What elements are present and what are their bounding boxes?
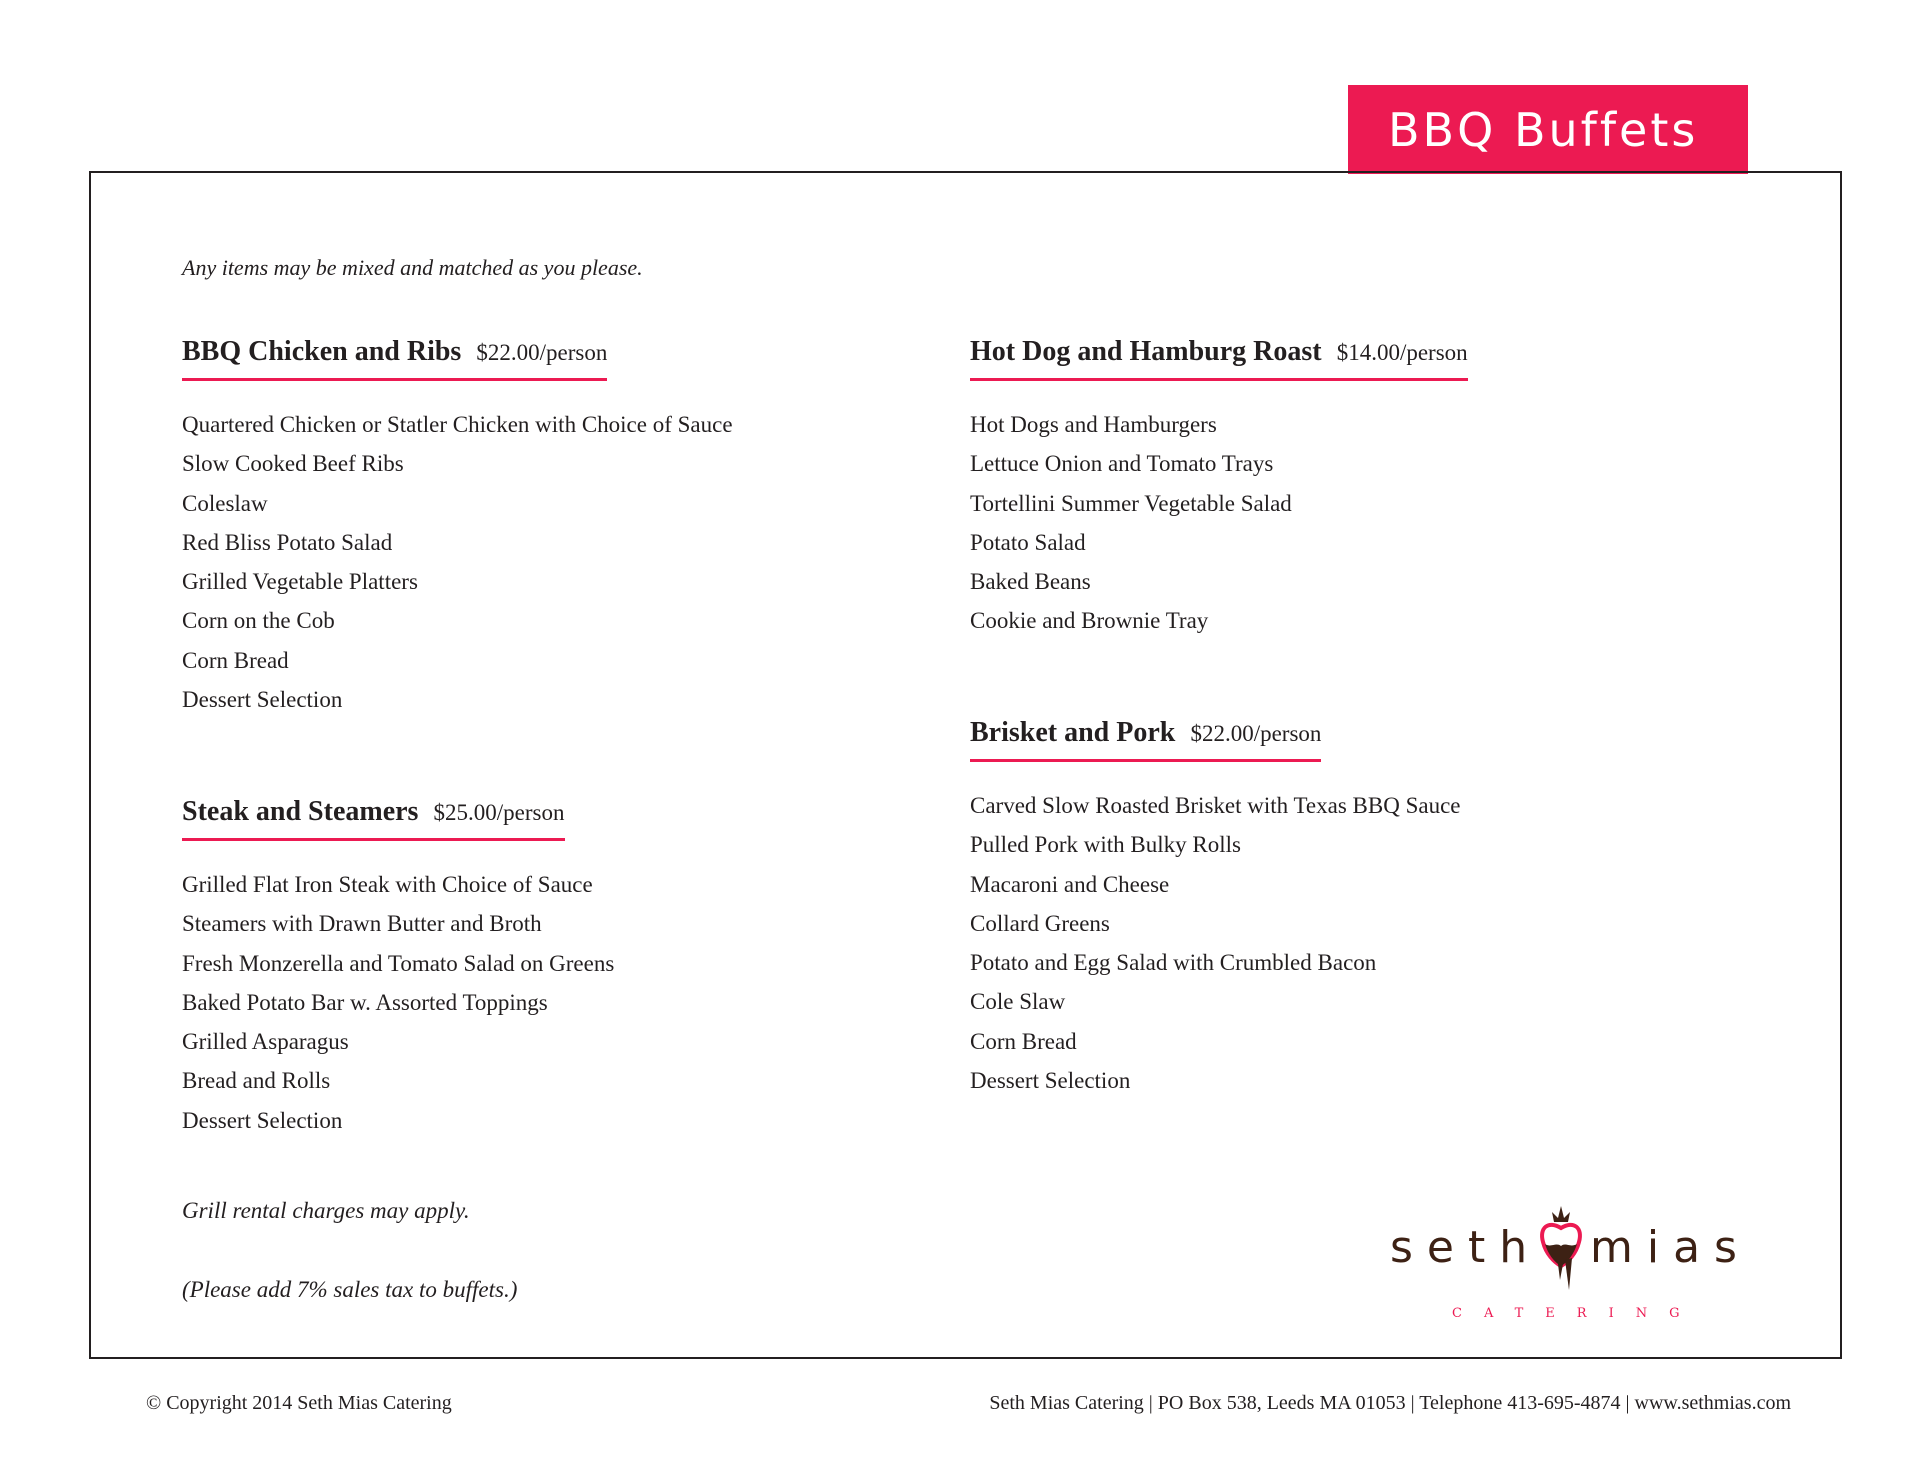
section-brisket-pork: [970, 717, 1461, 1100]
item-list: [182, 405, 733, 719]
list-item: Steamers with Drawn Butter and Broth: [182, 911, 542, 937]
list-item: Dessert Selection: [970, 1068, 1131, 1094]
grill-note: Grill rental charges may apply.: [182, 1198, 470, 1223]
list-item: Red Bliss Potato Salad: [182, 529, 393, 555]
list-item: Carved Slow Roasted Brisket with Texas BBQ Sauce: [970, 793, 1461, 818]
list-item: Macaroni and Cheese: [970, 871, 1170, 897]
list-item: Coleslaw: [182, 490, 268, 516]
section-header: [182, 796, 565, 841]
logo-word-right: mias: [1590, 1222, 1751, 1273]
footer-copyright: © Copyright 2014 Seth Mias Catering: [146, 1392, 452, 1414]
footer-contact: Seth Mias Catering | PO Box 538, Leeds MA 01053 | Telephone 413-695-4874 | www.sethmias.com: [989, 1392, 1791, 1414]
list-item: Dessert Selection: [182, 1107, 343, 1133]
logo-subtitle: CATERING: [1452, 1306, 1702, 1321]
list-item: Baked Beans: [970, 569, 1091, 595]
list-item: Collard Greens: [970, 910, 1110, 936]
company-logo: [1390, 1200, 1752, 1325]
intro-note: Any items may be mixed and matched as you please.: [182, 255, 643, 280]
section-hot-dog-hamburg: [970, 336, 1468, 641]
logo-word-left: seth: [1390, 1222, 1542, 1273]
list-item: Hot Dogs and Hamburgers: [970, 412, 1217, 437]
item-list: [970, 405, 1468, 641]
list-item: Grilled Asparagus: [182, 1029, 349, 1055]
list-item: Grilled Flat Iron Steak with Choice of Sauce: [182, 872, 593, 897]
list-item: Corn Bread: [970, 1028, 1077, 1054]
list-item: Pulled Pork with Bulky Rolls: [970, 832, 1241, 858]
list-item: Corn on the Cob: [182, 608, 335, 634]
list-item: Cookie and Brownie Tray: [970, 608, 1209, 634]
list-item: Baked Potato Bar w. Assorted Toppings: [182, 989, 548, 1015]
section-price: $22.00/person: [1190, 721, 1322, 746]
list-item: Corn Bread: [182, 647, 289, 673]
list-item: Fresh Monzerella and Tomato Salad on Greens: [182, 950, 615, 976]
item-list: [182, 865, 614, 1140]
section-title: Steak and Steamers: [182, 796, 419, 827]
page-banner: [1348, 85, 1748, 174]
list-item: Lettuce Onion and Tomato Trays: [970, 451, 1274, 477]
section-header: [970, 336, 1468, 381]
banner-title: BBQ Buffets: [1388, 102, 1699, 157]
section-header: [970, 717, 1321, 762]
section-price: $22.00/person: [476, 340, 608, 365]
list-item: Potato and Egg Salad with Crumbled Bacon: [970, 950, 1377, 976]
section-title: Brisket and Pork: [970, 717, 1176, 748]
list-item: Bread and Rolls: [182, 1068, 331, 1094]
list-item: Dessert Selection: [182, 687, 343, 713]
list-item: Slow Cooked Beef Ribs: [182, 451, 404, 477]
list-item: Grilled Vegetable Platters: [182, 569, 418, 595]
list-item: Cole Slaw: [970, 989, 1066, 1015]
section-title: Hot Dog and Hamburg Roast: [970, 336, 1322, 367]
strawberry-icon: [1538, 1202, 1584, 1294]
tax-note: (Please add 7% sales tax to buffets.): [182, 1277, 518, 1302]
section-steak-steamers: [182, 796, 614, 1140]
section-bbq-chicken-ribs: [182, 336, 733, 719]
section-header: [182, 336, 607, 381]
item-list: [970, 786, 1461, 1100]
list-item: Tortellini Summer Vegetable Salad: [970, 490, 1292, 516]
section-price: $25.00/person: [433, 800, 565, 825]
list-item: Quartered Chicken or Statler Chicken with Choice of Sauce: [182, 412, 733, 437]
list-item: Potato Salad: [970, 529, 1086, 555]
section-price: $14.00/person: [1336, 340, 1468, 365]
section-title: BBQ Chicken and Ribs: [182, 336, 462, 367]
